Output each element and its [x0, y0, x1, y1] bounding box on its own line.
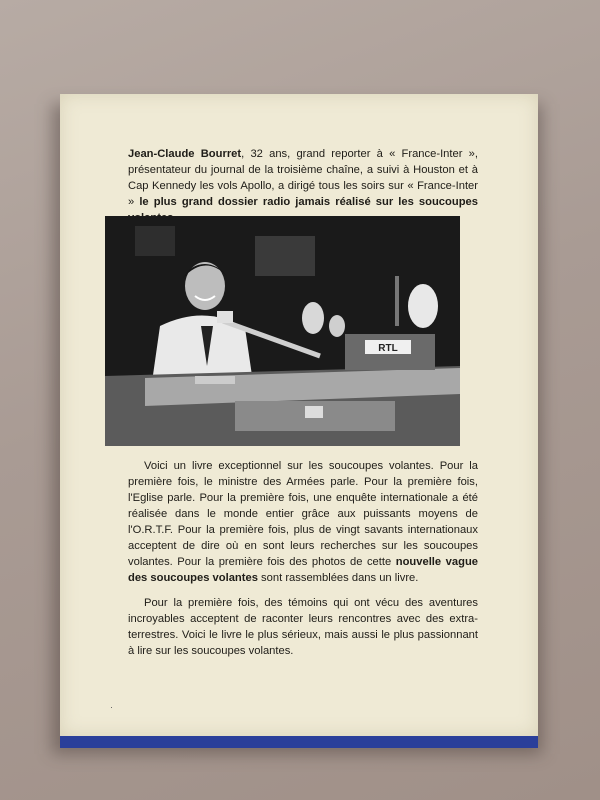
studio-window	[255, 236, 315, 276]
blurb-text	[128, 458, 478, 668]
author-photo	[105, 216, 460, 446]
microphone-head	[217, 311, 233, 323]
blurb-paragraph-2: Pour la première fois, des témoins qui ont vécu des aventures incroyables acceptent de raconter leurs rencontres avec des extra-terrestres. Voici le livre le plus sérieux, mais aussi le plus passionnant à lire sur les soucoupes volantes.	[128, 597, 478, 657]
book-back-cover	[60, 94, 538, 748]
paper-speck: ·	[110, 702, 113, 712]
author-bio	[128, 146, 478, 226]
photo-illustration	[105, 216, 460, 446]
author-bio-emphasis: le plus grand dossier radio jamais réalisé sur les soucoupes	[139, 196, 478, 208]
studio-lamp-right	[408, 284, 438, 328]
studio-panel	[135, 226, 175, 256]
blurb-paragraph-1	[128, 458, 478, 586]
blurb-paragraph-1-end: sont rassemblées dans un livre.	[257, 572, 419, 584]
studio-lamp-center	[302, 302, 324, 334]
author-name: Jean-Claude Bourret	[128, 148, 242, 160]
console-light	[195, 376, 235, 384]
studio-lamp-small	[329, 315, 345, 337]
console-badge-label: RTL	[378, 343, 398, 354]
console-button	[305, 406, 323, 418]
blurb-paragraph-1-emphasis: nouvelle vague des soucoupes volantes	[128, 556, 478, 584]
mic-stand	[395, 276, 399, 326]
blurb-paragraph-1-start: Voici un livre exceptionnel sur les soucoupes volantes. Pour la première fois, le ministre des Armées parle. Pour la première fois, l'Eglise parle. Pour la première fois, une enquête internationale a été réalisée dans le monde entier grâce aux puissants moyens de l'O.R.T.F. Pour la première fois, plus de vingt savants internationaux acceptent de dire où en sont leurs recherches sur les soucoupes volantes. Pour la première fois des photos de cette	[128, 460, 478, 568]
author-bio-text: , 32 ans, grand reporter à « France-Inter », présentateur du journal de la troisième chaîne, a suivi à Houston et à Cap Kennedy les vols Apollo, a dirigé tous les soirs sur « France-Inter »	[128, 148, 478, 208]
